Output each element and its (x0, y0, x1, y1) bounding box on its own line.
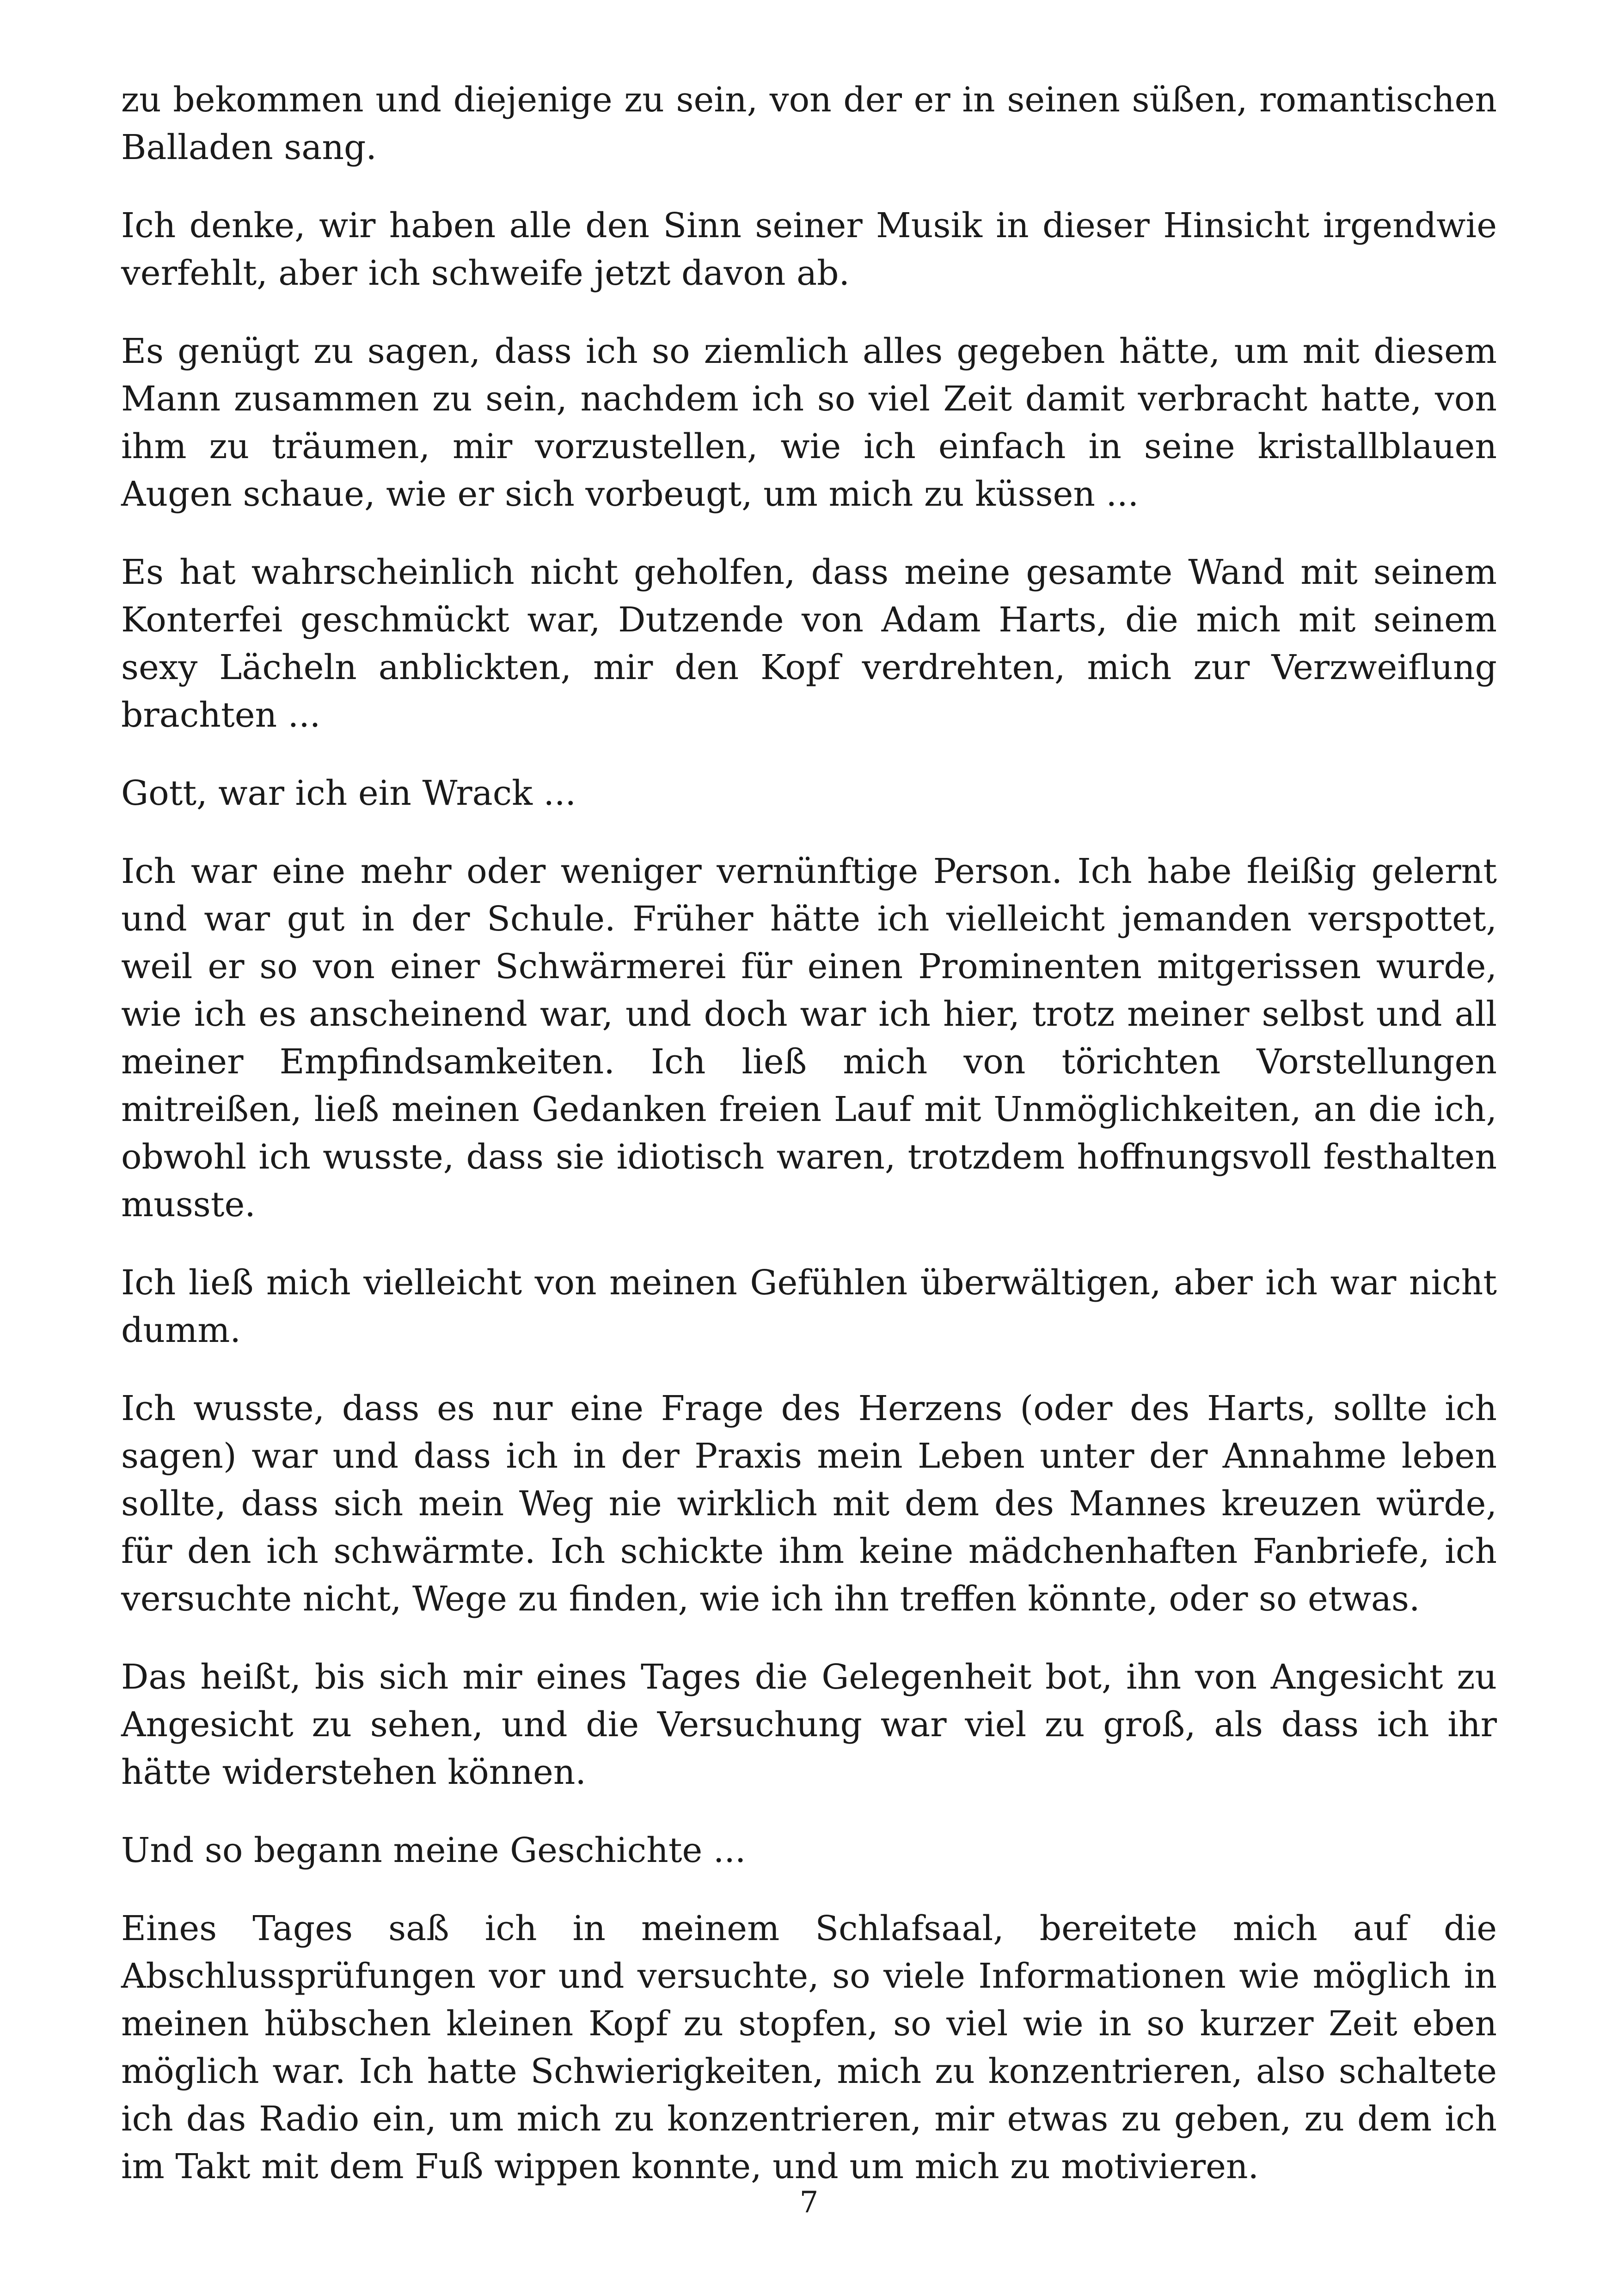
body-text (121, 76, 1497, 2191)
paragraph: zu bekommen und diejenige zu sein, von der er in seinen süßen, romantischen Balladen sang. (121, 80, 1497, 167)
page-number: 7 (799, 2186, 819, 2220)
paragraph: Eines Tages saß ich in meinem Schlafsaal, bereitete mich auf die Abschlussprüfungen vor und versuchte, so viele Informationen wie möglich in meinen hübschen kleinen Kopf zu stopfen, so viel wie in so kurzer Zeit eben möglich war. Ich hatte Schwierigkeiten, mich zu konzentrieren, also schaltete ich das Radio ein, um mich zu konzentrieren, mir etwas zu geben, zu dem ich im Takt mit dem Fuß wippen konnte, und um mich zu motivieren. (121, 1909, 1497, 2186)
paragraph: Und so begann meine Geschichte ... (121, 1831, 746, 1870)
paragraph: Ich ließ mich vielleicht von meinen Gefühlen überwältigen, aber ich war nicht dumm. (121, 1263, 1497, 1350)
paragraph: Ich war eine mehr oder weniger vernünftige Person. Ich habe fleißig gelernt und war gut in der Schule. Früher hätte ich vielleicht jemanden verspottet, weil er so von einer Schwärmerei für einen Prominenten mitgerissen wurde, wie ich es anscheinend war, und doch war ich hier, trotz meiner selbst und all meiner Empfindsamkeiten. Ich ließ mich von törichten Vorstellungen mitreißen, ließ meinen Gedanken freien Lauf mit Unmöglichkeiten, an die ich, obwohl ich wusste, dass sie idiotisch waren, trotzdem hoffnungsvoll festhalten musste. (121, 851, 1497, 1225)
paragraph: Das heißt, bis sich mir eines Tages die Gelegenheit bot, ihn von Angesicht zu Angesicht zu sehen, und die Versuchung war viel zu groß, als dass ich ihr hätte widerstehen können. (121, 1657, 1497, 1792)
paragraph: Es genügt zu sagen, dass ich so ziemlich alles gegeben hätte, um mit diesem Mann zusammen zu sein, nachdem ich so viel Zeit damit verbracht hatte, von ihm zu träumen, mir vorzustellen, wie ich einfach in seine kristallblauen Augen schaue, wie er sich vorbeugt, um mich zu küssen ... (121, 331, 1497, 514)
paragraph: Ich wusste, dass es nur eine Frage des Herzens (oder des Harts, sollte ich sagen) war und dass ich in der Praxis mein Leben unter der Annahme leben sollte, dass sich mein Weg nie wirklich mit dem des Mannes kreuzen würde, für den ich schwärmte. Ich schickte ihm keine mädchenhaften Fanbriefe, ich versuchte nicht, Wege zu finden, wie ich ihn treffen könnte, oder so etwas. (121, 1389, 1497, 1619)
paragraph: Ich denke, wir haben alle den Sinn seiner Musik in dieser Hinsicht irgendwie verfehlt, aber ich schweife jetzt davon ab. (121, 206, 1497, 293)
paragraph: Es hat wahrscheinlich nicht geholfen, dass meine gesamte Wand mit seinem Konterfei geschmückt war, Dutzende von Adam Harts, die mich mit seinem sexy Lächeln anblickten, mir den Kopf verdrehten, mich zur Verzweiflung brachten ... (121, 552, 1497, 735)
paragraph: Gott, war ich ein Wrack ... (121, 773, 576, 813)
